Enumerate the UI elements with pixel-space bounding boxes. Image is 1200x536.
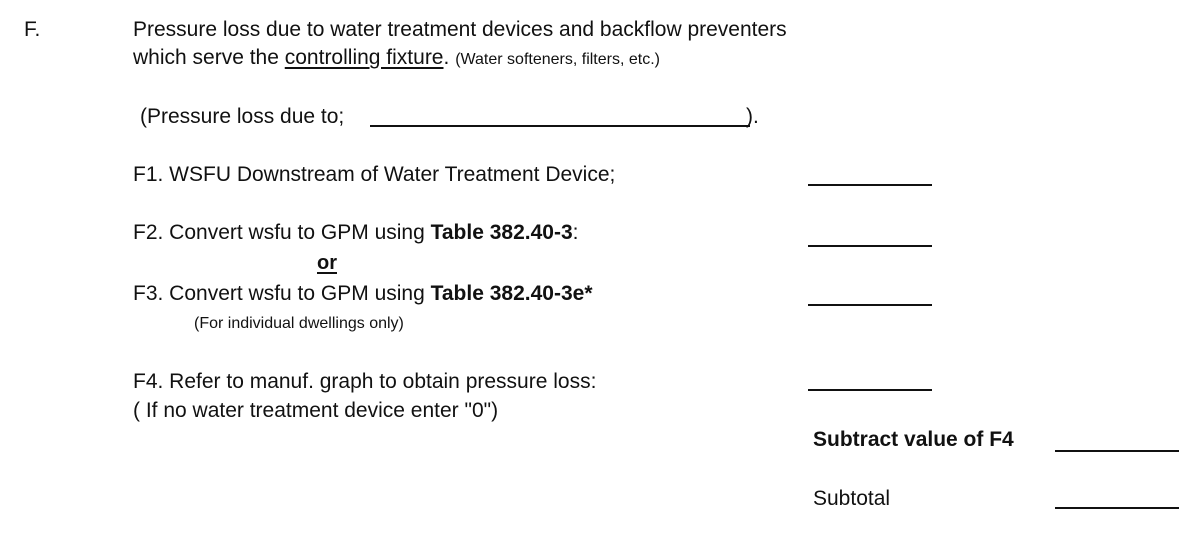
heading-note: (Water softeners, filters, etc.) — [455, 51, 660, 68]
or-separator: or — [317, 252, 337, 274]
f2-table-ref: Table 382.40-3 — [430, 221, 573, 244]
pressure-loss-prefix: (Pressure loss due to; — [140, 105, 345, 128]
subtract-f4-label: Subtract value of F4 — [813, 428, 1014, 451]
f2-label-prefix: F2. Convert wsfu to GPM using — [133, 221, 431, 244]
section-letter: F. — [24, 18, 41, 41]
f4-answer-blank[interactable] — [808, 389, 932, 391]
heading-line2-prefix: which serve the — [133, 46, 285, 69]
section-heading-line2 — [133, 45, 660, 71]
f2-answer-blank[interactable] — [808, 245, 932, 247]
f3-table-ref: Table 382.40-3e* — [430, 282, 593, 305]
subtotal-label: Subtotal — [813, 487, 891, 510]
f1-answer-blank[interactable] — [808, 184, 932, 186]
f3-note: (For individual dwellings only) — [194, 315, 404, 332]
f3-answer-blank[interactable] — [808, 304, 932, 306]
f3-label-prefix: F3. Convert wsfu to GPM using — [133, 282, 431, 305]
pressure-loss-blank[interactable] — [370, 125, 750, 127]
section-heading-line1: Pressure loss due to water treatment devices and backflow preventers — [133, 18, 787, 41]
f4-label: F4. Refer to manuf. graph to obtain pressure loss: — [133, 370, 597, 393]
subtract-f4-blank[interactable] — [1055, 450, 1179, 452]
f3-label — [133, 281, 593, 307]
subtotal-blank[interactable] — [1055, 507, 1179, 509]
heading-line2-suffix: . — [443, 46, 450, 69]
pressure-loss-suffix: ). — [746, 105, 759, 128]
f2-label — [133, 220, 578, 246]
f4-note: ( If no water treatment device enter "0") — [133, 399, 499, 422]
controlling-fixture-term: controlling fixture — [284, 46, 444, 69]
f2-label-suffix: : — [572, 221, 579, 244]
f1-label: F1. WSFU Downstream of Water Treatment Device; — [133, 163, 616, 186]
